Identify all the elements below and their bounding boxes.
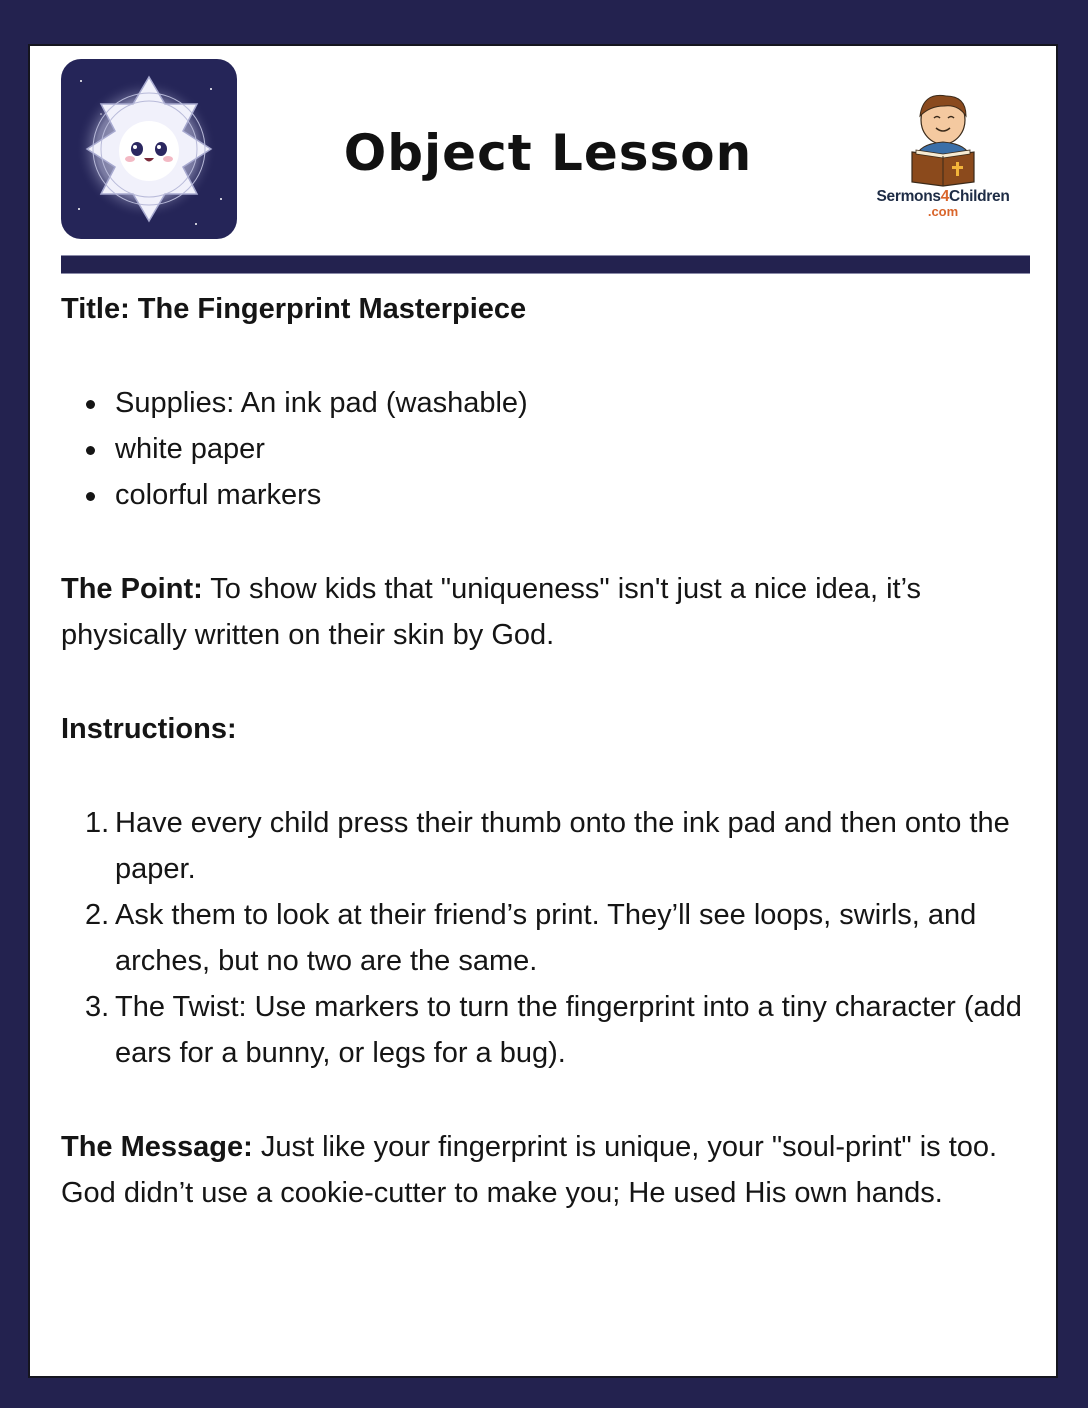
brand-logo[interactable] [868, 88, 1018, 228]
list-item: 3. The Twist: Use markers to turn the fingerprint into a tiny character (add ears for a bunny, or legs for a bug). [85, 991, 1022, 1069]
list-item: Supplies: An ink pad (washable) [61, 380, 1036, 426]
point-text: To show kids that "uniqueness" isn't just a nice idea, it’s physically written on their skin by God. [61, 573, 921, 651]
lesson-point [61, 566, 1036, 658]
lesson-content [61, 286, 1036, 1216]
list-item: white paper [61, 426, 1036, 472]
lesson-page [28, 44, 1058, 1378]
page-title: Object Lesson [343, 124, 753, 182]
supplies-list [61, 380, 1036, 518]
lesson-message [61, 1124, 1036, 1216]
message-text: Just like your fingerprint is unique, your "soul-print" is too. God didn’t use a cookie-cutter to make you; He used His own hands. [61, 1131, 998, 1209]
boy-reading-bible-icon [868, 88, 1018, 188]
instructions-heading: Instructions: [61, 713, 237, 745]
brand-tld: .com [927, 204, 959, 219]
message-label: The Message: [61, 1131, 253, 1163]
brand-name: Sermons4Children [876, 188, 1010, 205]
header-divider [61, 255, 1030, 274]
lesson-title: Title: The Fingerprint Masterpiece [61, 293, 527, 325]
list-item: 2. Ask them to look at their friend’s print. They’ll see loops, swirls, and arches, but no two are the same. [85, 899, 977, 977]
instructions-list [61, 800, 1036, 1076]
list-item: 1. Have every child press their thumb onto the ink pad and then onto the paper. [85, 807, 1010, 885]
list-item: colorful markers [61, 472, 1036, 518]
point-label: The Point: [61, 573, 203, 605]
